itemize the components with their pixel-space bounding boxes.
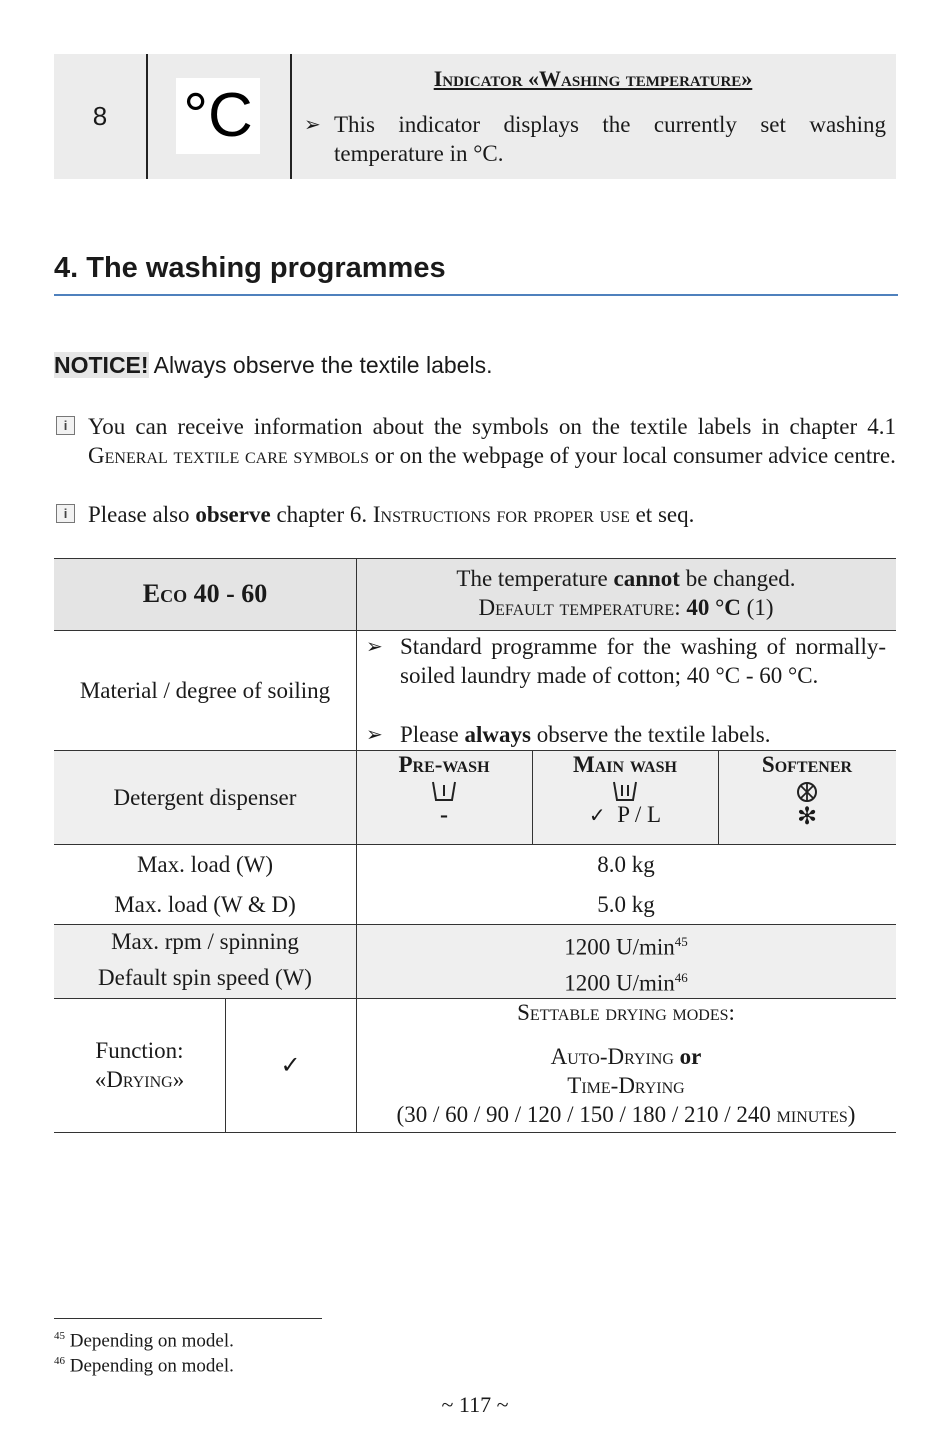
footnote-ref: 45: [674, 934, 688, 949]
footnote-text: Depending on model.: [65, 1355, 234, 1377]
temperature-line-1: [356, 564, 896, 593]
material-item-1: [366, 632, 886, 690]
temp-bold: cannot: [613, 566, 680, 591]
arrow-bullet-icon: ➢: [366, 722, 383, 746]
material-label: Material / degree of soiling: [79, 677, 331, 703]
detergent-label: Detergent dispenser: [113, 784, 297, 810]
section-heading: 4. The washing programmes: [54, 252, 446, 284]
material-text-1: Standard programme for the washing of normally-soiled laundry made of cotton; 40 °C - 60 °C.: [400, 634, 886, 688]
maxload-w-label: Max. load (W): [136, 852, 274, 877]
info2-text-c: et seq.: [629, 502, 695, 527]
info2-bold: observe: [195, 502, 271, 527]
spin-value-cell: [356, 963, 896, 998]
default-temp-note: (1): [746, 595, 774, 620]
maxrpm-label: Max. rpm / spinning: [111, 929, 299, 954]
programme-name-cell: [54, 558, 356, 630]
arrow-bullet-icon: ➢: [366, 634, 383, 658]
mainwash-tub-icon: [612, 780, 638, 802]
softener-header: Softener: [761, 752, 853, 777]
default-temp-value: 40 °C: [680, 595, 747, 620]
indicator-text: This indicator displays the currently set washing temperature in °C.: [334, 112, 886, 166]
info1-text-a: You can receive information about the symbols on the textile labels in chapter 4.1: [88, 414, 896, 439]
mainwash-header: Main wash: [573, 752, 677, 777]
arrow-bullet-icon: ➢: [304, 112, 321, 136]
drying-header: Settable drying modes:: [517, 1000, 735, 1025]
page-number: ~ 117 ~: [441, 1392, 509, 1417]
function-name: «Drying»: [94, 1067, 185, 1092]
spin-label: Default spin speed (W): [98, 965, 312, 990]
softener-flower-icon: [796, 781, 818, 803]
softener-value: ✻: [796, 802, 818, 830]
maxrpm-value-cell: [356, 927, 896, 962]
indicator-title: Indicator «Washing temperature»: [433, 66, 753, 91]
function-label-cell: [54, 998, 225, 1132]
prewash-cell: [356, 750, 532, 844]
drying-auto: Auto-Drying: [550, 1044, 674, 1069]
programme-name: Eco 40 - 60: [142, 579, 268, 608]
temperature-cell: [356, 564, 896, 622]
material-text-2-bold: always: [464, 722, 531, 747]
drying-times-row: [356, 1100, 896, 1129]
softener-cell: [718, 750, 896, 844]
material-text-2b: observe the textile labels.: [530, 722, 771, 747]
indicator-number: 8: [54, 54, 148, 179]
function-label: Function:: [95, 1038, 184, 1063]
notice-tag: NOTICE!: [54, 352, 149, 378]
info-icon: i: [56, 416, 75, 435]
check-icon: ✓: [588, 803, 606, 827]
footnote-number: 45: [54, 1330, 65, 1342]
default-temp-label: Default temperature:: [478, 595, 681, 620]
mainwash-value: P / L: [617, 802, 662, 827]
table-line: [54, 924, 896, 925]
function-check-cell: [225, 998, 356, 1132]
maxload-wd-value: 5.0 kg: [597, 892, 655, 917]
material-item-2: [366, 720, 886, 749]
material-label-cell: [54, 630, 356, 750]
prewash-tub-icon: [431, 780, 457, 802]
drying-unit: minutes: [776, 1102, 848, 1127]
footnote-rule: [54, 1318, 322, 1319]
drying-auto-row: [356, 1042, 896, 1071]
drying-or: or: [673, 1044, 702, 1069]
prewash-value: -: [440, 802, 448, 828]
temp-text-a: The temperature: [456, 566, 614, 591]
drying-times-end: ): [847, 1102, 856, 1127]
check-icon: ✓: [280, 1051, 301, 1079]
info1-text-b: or on the webpage of your local consumer advice centre.: [368, 443, 896, 468]
prewash-header: Pre-wash: [398, 752, 490, 777]
drying-times: (30 / 60 / 90 / 120 / 150 / 180 / 210 / 240: [396, 1102, 777, 1127]
maxload-wd-label: Max. load (W & D): [114, 892, 296, 917]
info1-chapter-link: General textile care symbols: [88, 443, 369, 468]
spin-value: 1200 U/min: [564, 970, 675, 996]
info2-text-a: Please also: [88, 502, 196, 527]
footnote-ref: 46: [674, 970, 688, 985]
table-line: [54, 1132, 896, 1133]
info2-chapter-link: Instructions for proper use: [372, 502, 630, 527]
degree-celsius-icon: °C: [176, 78, 260, 154]
footnote-text: Depending on model.: [65, 1330, 234, 1352]
temperature-line-2: [356, 593, 896, 622]
material-text-2a: Please: [400, 722, 465, 747]
table-line: [54, 844, 896, 845]
notice-text: Always observe the textile labels.: [148, 352, 493, 378]
drying-modes-cell: [356, 998, 896, 1129]
mainwash-value-row: [532, 802, 718, 828]
info-icon: i: [56, 504, 75, 523]
temp-text-b: be changed.: [679, 566, 796, 591]
footnote-number: 46: [54, 1355, 65, 1367]
maxload-w-value: 8.0 kg: [597, 852, 655, 877]
maxrpm-value: 1200 U/min: [564, 934, 675, 960]
footnote-2: [54, 1355, 234, 1377]
detergent-label-cell: [54, 750, 356, 844]
drying-time: Time-Drying: [567, 1073, 685, 1098]
info2-text-b: chapter 6.: [270, 502, 373, 527]
footnote-1: [54, 1330, 234, 1352]
mainwash-cell: [532, 750, 718, 844]
